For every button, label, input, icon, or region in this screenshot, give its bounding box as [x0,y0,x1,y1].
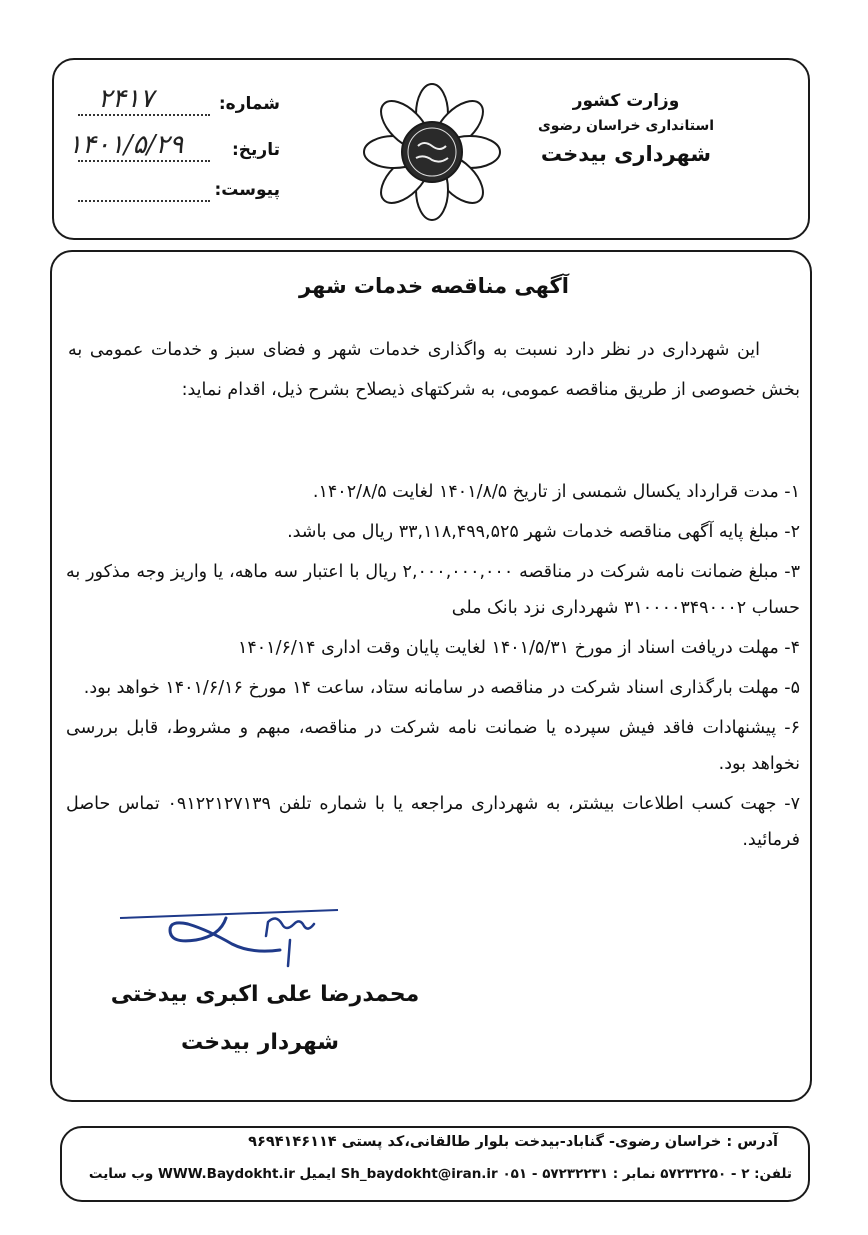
letter-date-label: تاریخ: [232,140,280,160]
municipality-emblem-logo [362,82,502,222]
attachment-row [68,178,280,208]
list-item: ۷- جهت کسب اطلاعات بیشتر، به شهرداری مراجعه یا با شماره تلفن ۰۹۱۲۲۱۲۷۱۳۹ تماس حاصل فرمائید. [66,794,800,850]
letter-date-value: ۱۴۰۱/۵/۲۹ [68,130,184,160]
footer-address: آدرس : خراسان رضوی- گناباد-بیدخت بلوار طالقانی،کد پستی ۹۶۹۴۱۴۶۱۱۴ [248,1134,778,1150]
attachment-label: پیوست: [214,180,280,200]
list-item: ۵- مهلت بارگذاری اسناد شرکت در مناقصه در سامانه ستاد، ساعت ۱۴ مورخ ۱۴۰۱/۶/۱۶ خواهد بود. [83,678,800,698]
notice-intro [68,330,800,410]
notice-intro-text: این شهرداری در نظر دارد نسبت به واگذاری خدمات شهر و فضای سبز و خدمات عمومی به بخش خصوصی از طریق مناقصه عمومی، به شرکتهای ذیصلاح بشرح ذیل، اقدام نماید: [68,340,800,400]
footer-contact: تلفن: ۲ - ۵۷۲۳۲۲۵۰ نمابر : ۵۷۲۳۲۲۳۱ - ۰۵۱ Sh_baydokht@iran.ir ایمیل WWW.Baydokht.ir وب سایت [88,1166,792,1182]
notice-items-list [66,474,800,862]
handwritten-signature [118,908,340,978]
letter-number-value: ۲۴۱۷ [98,84,154,114]
list-item: ۶- پیشنهادات فاقد فیش سپرده یا ضمانت نامه شرکت در مناقصه، مبهم و مشروط، قابل بررسی نخواهد بود. [66,718,800,774]
letter-number-row [68,84,280,122]
letter-date-row [68,130,280,168]
letter-number-label: شماره: [218,94,280,114]
notice-title: آگهی مناقصه خدمات شهر [299,274,569,298]
signer-name: محمدرضا علی اکبری بیدختی [110,982,420,1007]
municipality-name: شهرداری بیدخت [540,141,712,166]
list-item: ۴- مهلت دریافت اسناد از مورخ ۱۴۰۱/۵/۳۱ لغایت پایان وقت اداری ۱۴۰۱/۶/۱۴ [237,638,800,658]
signer-title: شهردار بیدخت [180,1030,340,1055]
ministry-name: وزارت کشور [572,91,680,111]
governorate-name: استانداری خراسان رضوی [537,117,715,134]
organization-block [496,90,756,168]
list-item: ۱- مدت قرارداد یکسال شمسی از تاریخ ۱۴۰۱/۸/۵ لغایت ۱۴۰۲/۸/۵. [312,482,800,502]
list-item: ۳- مبلغ ضمانت نامه شرکت در مناقصه ۲,۰۰۰,۰۰۰,۰۰۰ ریال با اعتبار سه ماهه، یا واریز وجه مذکور به حساب ۳۱۰۰۰۰۳۴۹۰۰۰۲ شهرداری نزد بانک ملی [66,562,800,618]
list-item: ۲- مبلغ پایه آگهی مناقصه خدمات شهر ۳۳,۱۱۸,۴۹۹,۵۲۵ ریال می باشد. [287,522,800,542]
